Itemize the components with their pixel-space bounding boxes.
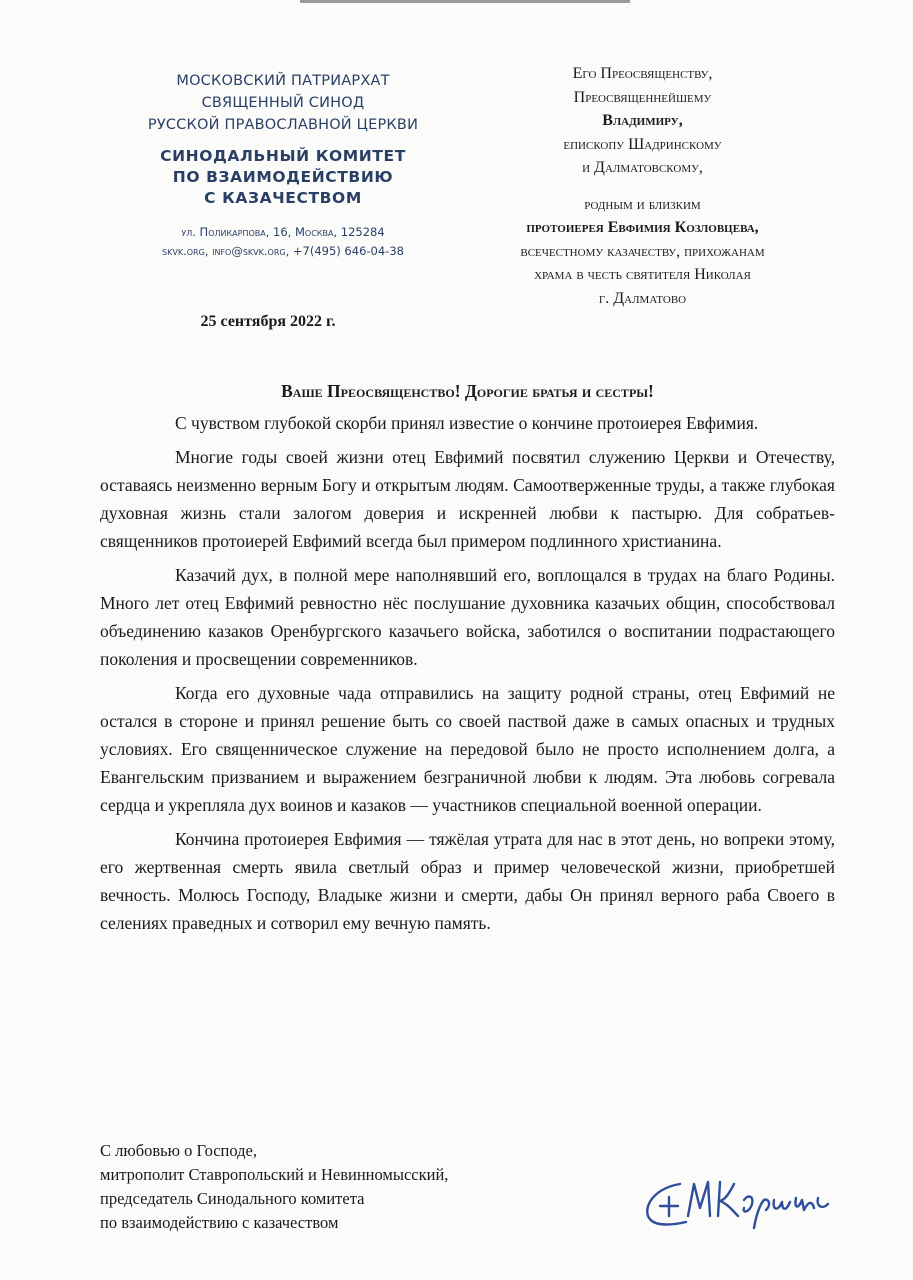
addressee-block [440,62,845,310]
paragraph: С чувством глубокой скорби принял известие о кончине протоиерея Евфимия. [175,413,759,433]
committee-name [118,146,448,209]
closing-line: С любовью о Господе, [100,1141,257,1160]
paragraph: Многие годы своей жизни отец Евфимий посвятил служению Церкви и Отечеству, оставаясь неизменно верным Богу и открытым людям. Самоотверженные труды, а также глубокая духовная жизнь стали залогом доверия и искренней любви к пастырю. Для собратьев-священников протоиерей Евфимий всегда был примером подлинного христианина. [100,447,835,551]
closing-block [100,1139,620,1235]
committee-line: ПО ВЗАИМОДЕЙСТВИЮ [172,168,394,186]
paragraph: Кончина протоиерея Евфимия — тяжёлая утрата для нас в этот день, но вопреки этому, его жертвенная смерть явила светлый образ и пример человеческой жизни, приобретшей вечность. Молюсь Господу, Владыке жизни и смерти, дабы Он принял верного раба Своего в селениях праведных и сотворил ему вечную память. [100,829,835,933]
committee-address [118,223,448,261]
addressee-line: родным и близким [584,195,701,213]
addressee-line: храма в честь святителя Николая [534,266,751,283]
addressee-line: всечестному казачеству, прихожанам [520,242,765,260]
contacts-line: skvk.org, info@skvk.org, +7(495) 646-04-38 [162,244,404,258]
org-line: РУССКОЙ ПРАВОСЛАВНОЙ ЦЕРКВИ [147,117,419,133]
letter-date: 25 сентября 2022 г. [200,313,336,330]
signatory-title: митрополит Ставропольский и Невинномысский, [100,1165,449,1184]
addressee-title: и Далматовскому, [582,159,703,176]
signatory-title: по взаимодействию с казачеством [100,1213,339,1232]
addressee-line: г. Далматово [598,289,687,307]
handwritten-signature [638,1170,838,1240]
scan-edge-line [300,0,630,3]
org-line: МОСКОВСКИЙ ПАТРИАРХАТ [176,73,390,89]
addressee-name: Владимиру, [602,112,683,129]
committee-line: С КАЗАЧЕСТВОМ [204,189,362,207]
letterhead [118,70,448,261]
org-line: СВЯЩЕННЫЙ СИНОД [201,95,365,111]
addressee-title: епископу Шадринскому [563,135,722,153]
paragraph: Казачий дух, в полной мере наполнявший его, воплощался в трудах на благо Родины. Много лет отец Евфимий ревностно нёс послушание духовника казачьих общин, способствовал объединению казаков Оренбургского казачьего войска, заботился о воспитании подрастающего поколения и просвещении современников. [100,565,835,669]
committee-line: СИНОДАЛЬНЫЙ КОМИТЕТ [160,147,406,165]
letter-body [100,409,835,943]
greeting: Ваше Преосвященство! Дорогие братья и сестры! [281,381,654,401]
deceased-name: протоиерея Евфимия Козловцева, [526,219,759,236]
addressee-line: Преосвященнейшему [573,88,712,106]
paragraph: Когда его духовные чада отправились на защиту родной страны, отец Евфимий не остался в стороне и принял решение быть со своей паствой даже в самых опасных и трудных условиях. Его священническое служение на передовой было не просто исполнением долга, а Евангельским призванием и выражением безграничной любви к людям. Эта любовь согревала сердца и укрепляла дух воинов и казаков — участников специальной военной операции. [100,683,835,815]
signatory-title: председатель Синодального комитета [100,1189,365,1208]
address-line: ул. Поликарпова, 16, Москва, 125284 [181,225,385,239]
organization-name [118,70,448,136]
addressee-line: Его Преосвященству, [572,65,713,82]
